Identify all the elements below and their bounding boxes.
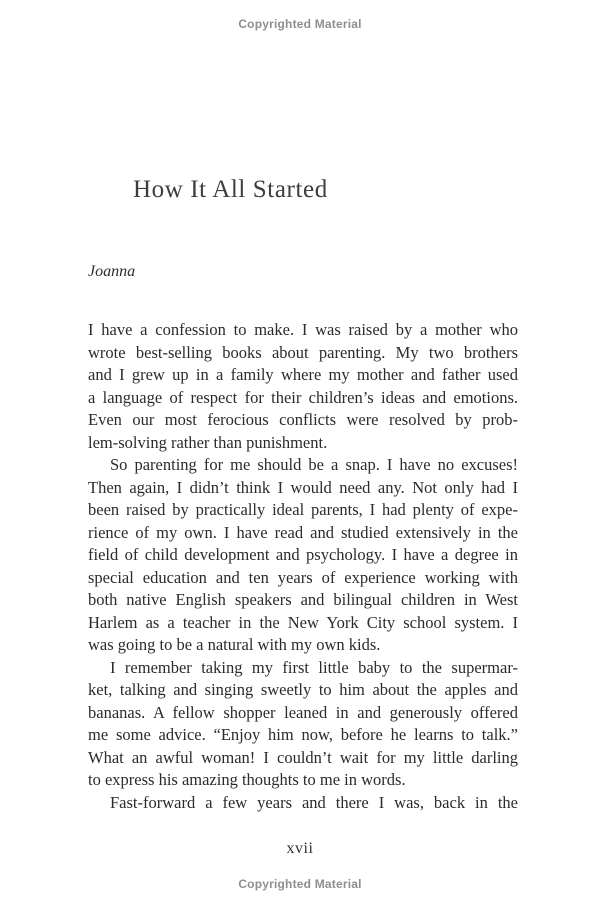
text-line: Then again, I didn’t think I would need any. Not only had I [88, 477, 518, 497]
text-line: been raised by practically ideal parents, I had plenty of expe- [88, 500, 518, 519]
text-line: I have a confession to make. I was raised by a mother who [88, 320, 518, 339]
text-line: to express his amazing thoughts to me in words. [88, 770, 406, 789]
text-line: field of child development and psychology. I have a degree in [88, 545, 518, 564]
text-line: and I grew up in a family where my mother and father used [88, 365, 518, 384]
body-text [88, 319, 518, 814]
author-name: Joanna [88, 263, 136, 280]
paragraph [88, 792, 518, 815]
text-line: special education and ten years of experience working with [88, 567, 518, 587]
paragraph [88, 319, 518, 454]
paragraph [88, 454, 518, 657]
chapter-title: How It All Started [133, 176, 328, 203]
text-line: both native English speakers and bilingual children in West [88, 590, 518, 609]
text-line: wrote best-selling books about parenting. My two brothers [88, 342, 518, 362]
text-line: I remember taking my first little baby to the supermar- [110, 657, 518, 677]
text-line: ket, talking and singing sweetly to him about the apples and [88, 680, 518, 699]
text-line: So parenting for me should be a snap. I have no excuses! [110, 455, 518, 474]
text-line: bananas. A fellow shopper leaned in and generously offered [88, 702, 518, 722]
copyright-watermark-top: Copyrighted Material [238, 17, 362, 31]
page-number: xvii [286, 840, 314, 857]
text-line: Harlem as a teacher in the New York City school system. I [88, 612, 518, 632]
text-line: What an awful woman! I couldn’t wait for my little darling [88, 747, 518, 767]
text-line: a language of respect for their children’s ideas and emotions. [88, 387, 518, 407]
text-line: was going to be a natural with my own kids. [88, 635, 381, 654]
text-line: me some advice. “Enjoy him now, before he learns to talk.” [88, 725, 518, 744]
text-line: rience of my own. I have read and studied extensively in the [88, 522, 518, 542]
text-line: Fast-forward a few years and there I was, back in the [110, 792, 518, 812]
text-line: lem-solving rather than punishment. [88, 432, 328, 452]
text-line: Even our most ferocious conflicts were resolved by prob- [88, 410, 518, 429]
copyright-watermark-bottom: Copyrighted Material [238, 877, 362, 891]
paragraph [88, 657, 518, 792]
